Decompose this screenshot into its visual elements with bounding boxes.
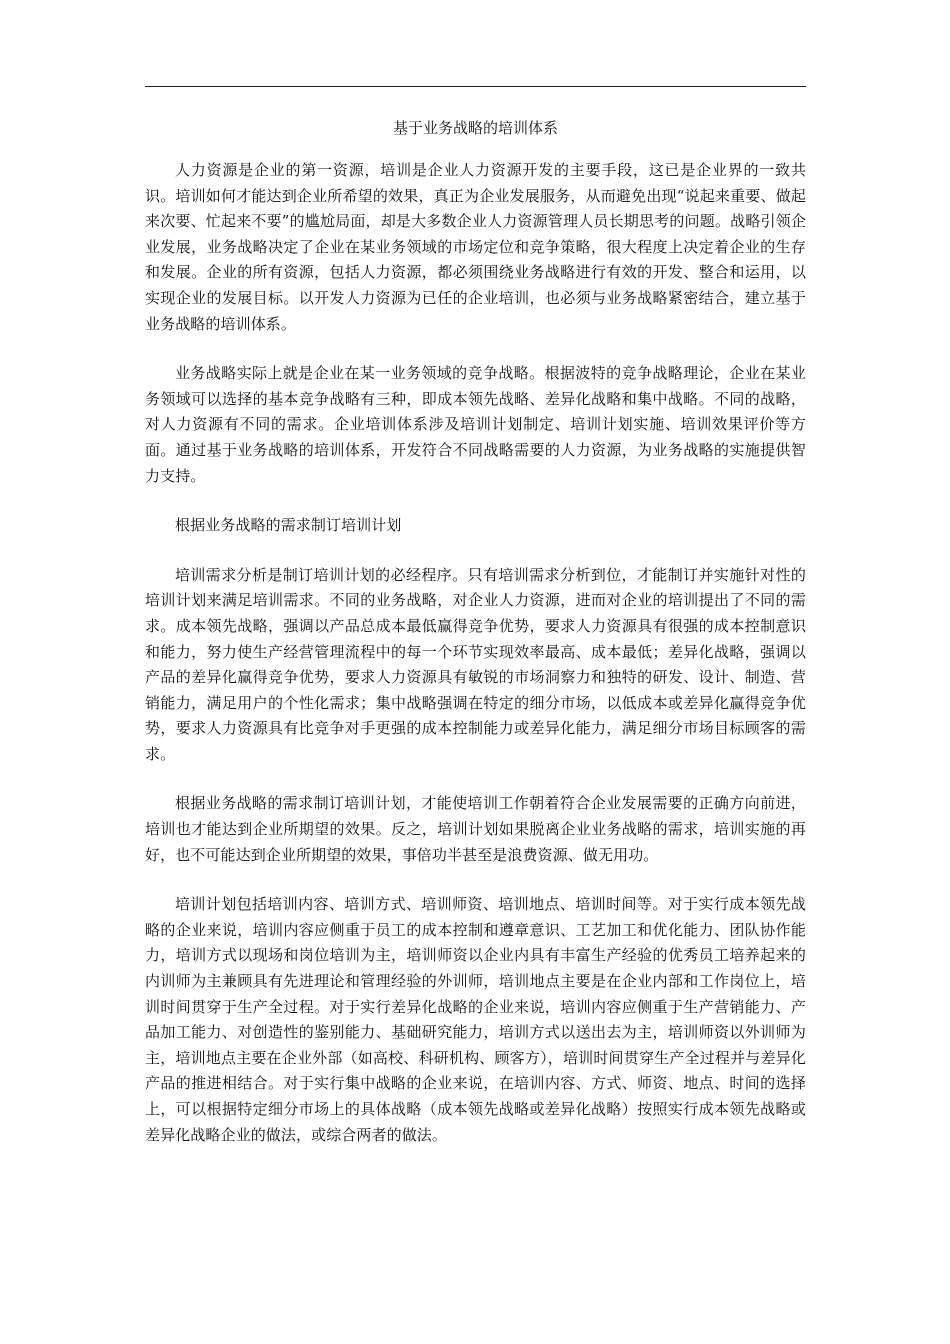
header-divider <box>145 86 806 87</box>
paragraph-strategy: 业务战略实际上就是企业在某一业务领域的竞争战略。根据波特的竞争战略理论，企业在某业务领域可以选择的基本竞争战略有三种，即成本领先战略、差异化战略和集中战略。不同的战略，对人力资源有不同的需求。企业培训体系涉及培训计划制定、培训计划实施、培训效果评价等方面。通过基于业务战略的培训体系，开发符合不同战略需要的人力资源，为业务战略的实施提供智力支持。 <box>145 364 806 485</box>
paragraph-intro: 人力资源是企业的第一资源，培训是企业人力资源开发的主要手段，这已是企业界的一致共识。培训如何才能达到企业所希望的效果，真正为企业发展服务，从而避免出现“说起来重要、做起来次要、忙起来不要”的尴尬局面，却是大多数企业人力资源管理人员长期思考的问题。战略引领企业发展，业务战略决定了企业在某业务领域的市场定位和竞争策略，很大程度上决定着企业的生存和发展。企业的所有资源，包括人力资源，都必须围绕业务战略进行有效的开发、整合和运用，以实现企业的发展目标。以开发人力资源为已任的企业培训，也必须与业务战略紧密结合，建立基于业务战略的培训体系。 <box>145 161 806 333</box>
paragraph-needs-analysis: 培训需求分析是制订培训计划的必经程序。只有培训需求分析到位，才能制订并实施针对性的培训计划来满足培训需求。不同的业务战略，对企业人力资源，进而对企业的培训提出了不同的需求。成本领先战略，强调以产品总成本最低赢得竞争优势，要求人力资源具有很强的成本控制意识和能力，努力使生产经营管理流程中的每一个环节实现效率最高、成本最低；差异化战略，强调以产品的差异化赢得竞争优势，要求人力资源具有敏锐的市场洞察力和独特的研发、设计、制造、营销能力，满足用户的个性化需求；集中战略强调在特定的细分市场，以低成本或差异化赢得竞争优势，要求人力资源具有比竞争对手更强的成本控制能力或差异化能力，满足细分市场目标顾客的需求。 <box>145 565 806 763</box>
paragraph-plan-contents: 培训计划包括培训内容、培训方式、培训师资、培训地点、培训时间等。对于实行成本领先战略的企业来说，培训内容应侧重于员工的成本控制和遵章意识、工艺加工和优化能力、团队协作能力，培训方式以现场和岗位培训为主，培训师资以企业内具有丰富生产经验的优秀员工培养起来的内训师为主兼顾具有先进理论和管理经验的外训师，培训地点主要是在企业内部和工作岗位上，培训时间贯穿于生产全过程。对于实行差异化战略的企业来说，培训内容应侧重于生产营销能力、产品加工能力、对创造性的鉴别能力、基础研究能力，培训方式以送出去为主，培训师资以外训师为主，培训地点主要在企业外部（如高校、科研机构、顾客方），培训时间贯穿生产全过程并与差异化产品的推进相结合。对于实行集中战略的企业来说，在培训内容、方式、师资、地点、时间的选择上，可以根据特定细分市场上的具体战略（成本领先战略或差异化战略）按照实行成本领先战略或差异化战略企业的做法，或综合两者的做法。 <box>145 895 806 1144</box>
paragraph-plan-direction: 根据业务战略的需求制订培训计划，才能使培训工作朝着符合企业发展需要的正确方向前进，培训也才能达到企业所期望的效果。反之，培训计划如果脱离企业业务战略的需求，培训实施的再好，也不可能达到企业所期望的效果，事倍功半甚至是浪费资源、做无用功。 <box>145 794 806 864</box>
section-heading: 根据业务战略的需求制订培训计划 <box>175 516 402 535</box>
document-body <box>145 158 806 1148</box>
document-title: 基于业务战略的培训体系 <box>392 119 558 137</box>
